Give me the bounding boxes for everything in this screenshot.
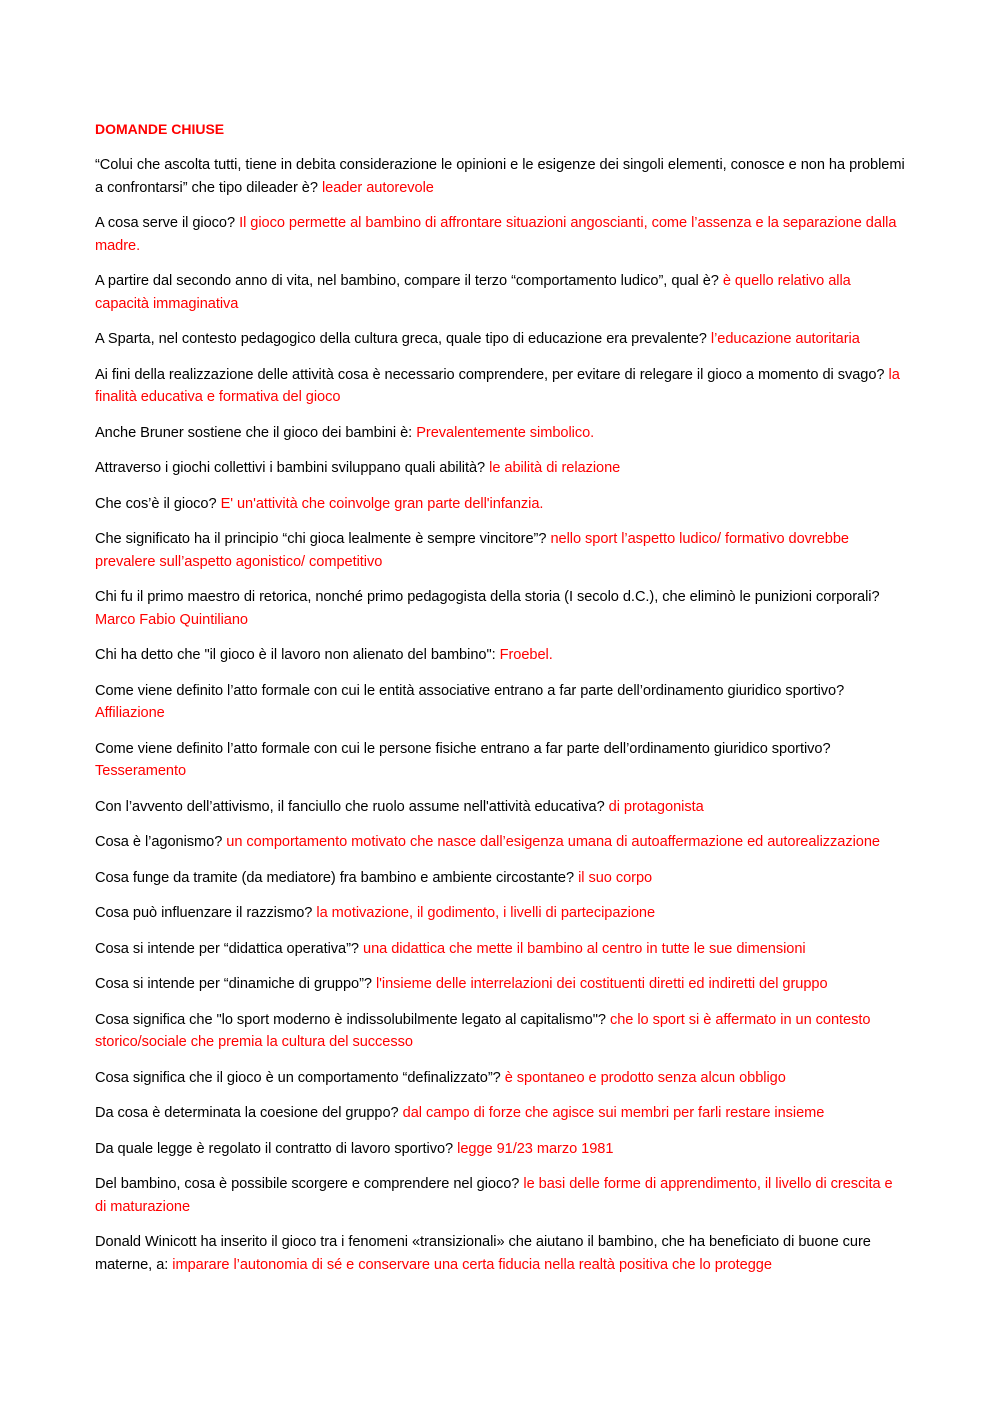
question-text: Da cosa è determinata la coesione del gruppo? xyxy=(95,1105,399,1121)
qa-item xyxy=(95,973,907,996)
answer-text: una didattica che mette il bambino al centro in tutte le sue dimensioni xyxy=(363,940,806,957)
answer-text: che lo sport si è affermato in un contesto storico/sociale che premia la cultura del successo xyxy=(95,1011,871,1050)
question-text: Anche Bruner sostiene che il gioco dei bambini è: xyxy=(95,424,413,441)
answer-text: l’educazione autoritaria xyxy=(710,331,860,347)
question-text: A cosa serve il gioco? xyxy=(95,215,236,231)
qa-item xyxy=(95,680,907,725)
answer-text: legge 91/23 marzo 1981 xyxy=(457,1140,614,1157)
qa-item xyxy=(95,586,907,631)
answer-text: di protagonista xyxy=(608,798,704,815)
qa-list xyxy=(95,154,907,1276)
qa-item xyxy=(95,528,907,573)
question-text: Cosa significa che "lo sport moderno è indissolubilmente legato al capitalismo"? xyxy=(95,1011,606,1028)
document-content xyxy=(95,119,907,1289)
qa-item xyxy=(95,364,907,409)
qa-item xyxy=(95,867,907,890)
answer-text: Marco Fabio Quintiliano xyxy=(95,611,248,628)
qa-item xyxy=(95,154,907,199)
answer-text: è quello relativo alla capacità immaginativa xyxy=(95,273,851,312)
answer-text: Affiliazione xyxy=(95,705,165,721)
qa-item xyxy=(95,270,907,315)
qa-item xyxy=(95,422,907,445)
question-text: A Sparta, nel contesto pedagogico della cultura greca, quale tipo di educazione era prevalente? xyxy=(95,331,707,347)
question-text: Con l’avvento dell’attivismo, il fanciullo che ruolo assume nell'attività educativa? xyxy=(95,798,605,815)
question-text: “Colui che ascolta tutti, tiene in debita considerazione le opinioni e le esigenze dei singoli elementi, conosce e non ha problemi a confrontarsi” che tipo dileader è? xyxy=(95,157,905,196)
qa-item xyxy=(95,1102,907,1125)
question-text: Cosa significa che il gioco è un comportamento “definalizzato”? xyxy=(95,1069,501,1086)
qa-item xyxy=(95,1067,907,1090)
answer-text: il suo corpo xyxy=(578,869,653,886)
answer-text: imparare l’autonomia di sé e conservare una certa fiducia nella realtà positiva che lo protegge xyxy=(172,1256,772,1273)
answer-text: dal campo di forze che agisce sui membri per farli restare insieme xyxy=(402,1105,825,1121)
question-text: Da quale legge è regolato il contratto di lavoro sportivo? xyxy=(95,1140,454,1157)
answer-text: le basi delle forme di apprendimento, il livello di crescita e di maturazione xyxy=(95,1176,893,1215)
question-text: Cosa si intende per “dinamiche di gruppo”? xyxy=(95,976,372,992)
qa-item xyxy=(95,493,907,516)
question-text: Cosa può influenzare il razzismo? xyxy=(95,905,313,921)
question-text: A partire dal secondo anno di vita, nel bambino, compare il terzo “comportamento ludico”, qual è? xyxy=(95,273,719,289)
qa-item xyxy=(95,738,907,783)
section-heading: DOMANDE CHIUSE xyxy=(95,121,225,137)
qa-item xyxy=(95,212,907,257)
question-text: Che cos’è il gioco? xyxy=(95,495,217,512)
answer-text: nello sport l’aspetto ludico/ formativo dovrebbe prevalere sull’aspetto agonistico/ competitivo xyxy=(95,531,849,570)
question-text: Come viene definito l’atto formale con cui le persone fisiche entrano a far parte dell’ordinamento giuridico sportivo? xyxy=(95,740,831,757)
question-text: Donald Winicott ha inserito il gioco tra i fenomeni «transizionali» che aiutano il bambino, che ha beneficiato di buone cure materne, a: xyxy=(95,1234,871,1273)
answer-text: la finalità educativa e formativa del gioco xyxy=(95,366,900,405)
qa-item xyxy=(95,644,907,667)
qa-item xyxy=(95,1009,907,1054)
answer-text: Froebel. xyxy=(499,647,553,663)
qa-item xyxy=(95,1231,907,1276)
answer-text: leader autorevole xyxy=(321,179,434,196)
answer-text: Il gioco permette al bambino di affrontare situazioni angoscianti, come l’assenza e la separazione dalla madre. xyxy=(95,215,897,254)
answer-text: Prevalentemente simbolico. xyxy=(416,424,595,441)
qa-item xyxy=(95,902,907,925)
question-text: Del bambino, cosa è possibile scorgere e comprendere nel gioco? xyxy=(95,1176,520,1192)
answer-text: è spontaneo e prodotto senza alcun obbligo xyxy=(504,1069,786,1086)
answer-text: l'insieme delle interrelazioni dei costituenti diretti ed indiretti del gruppo xyxy=(375,976,828,992)
answer-text: E' un'attività che coinvolge gran parte dell'infanzia. xyxy=(220,495,544,512)
qa-item xyxy=(95,1138,907,1161)
question-text: Chi fu il primo maestro di retorica, nonché primo pedagogista della storia (I secolo d.C.), che eliminò le punizioni corporali? xyxy=(95,589,880,605)
question-text: Cosa è l’agonismo? xyxy=(95,834,223,850)
answer-text: un comportamento motivato che nasce dall’esigenza umana di autoaffermazione ed autorealizzazione xyxy=(226,834,880,850)
question-text: Che significato ha il principio “chi gioca lealmente è sempre vincitore”? xyxy=(95,531,547,547)
qa-item xyxy=(95,938,907,961)
question-text: Cosa funge da tramite (da mediatore) fra bambino e ambiente circostante? xyxy=(95,869,575,886)
answer-text: Tesseramento xyxy=(95,763,187,779)
question-text: Cosa si intende per “didattica operativa”? xyxy=(95,940,359,957)
qa-item xyxy=(95,1173,907,1218)
qa-item xyxy=(95,831,907,854)
qa-item xyxy=(95,328,907,351)
qa-item xyxy=(95,796,907,819)
question-text: Ai fini della realizzazione delle attività cosa è necessario comprendere, per evitare di relegare il gioco a momento di svago? xyxy=(95,366,885,383)
qa-item xyxy=(95,457,907,480)
answer-text: la motivazione, il godimento, i livelli di partecipazione xyxy=(316,905,656,921)
question-text: Attraverso i giochi collettivi i bambini sviluppano quali abilità? xyxy=(95,460,486,476)
answer-text: le abilità di relazione xyxy=(489,460,621,476)
question-text: Come viene definito l’atto formale con cui le entità associative entrano a far parte dell’ordinamento giuridico sportivo? xyxy=(95,682,845,699)
question-text: Chi ha detto che "il gioco è il lavoro non alienato del bambino": xyxy=(95,647,496,663)
